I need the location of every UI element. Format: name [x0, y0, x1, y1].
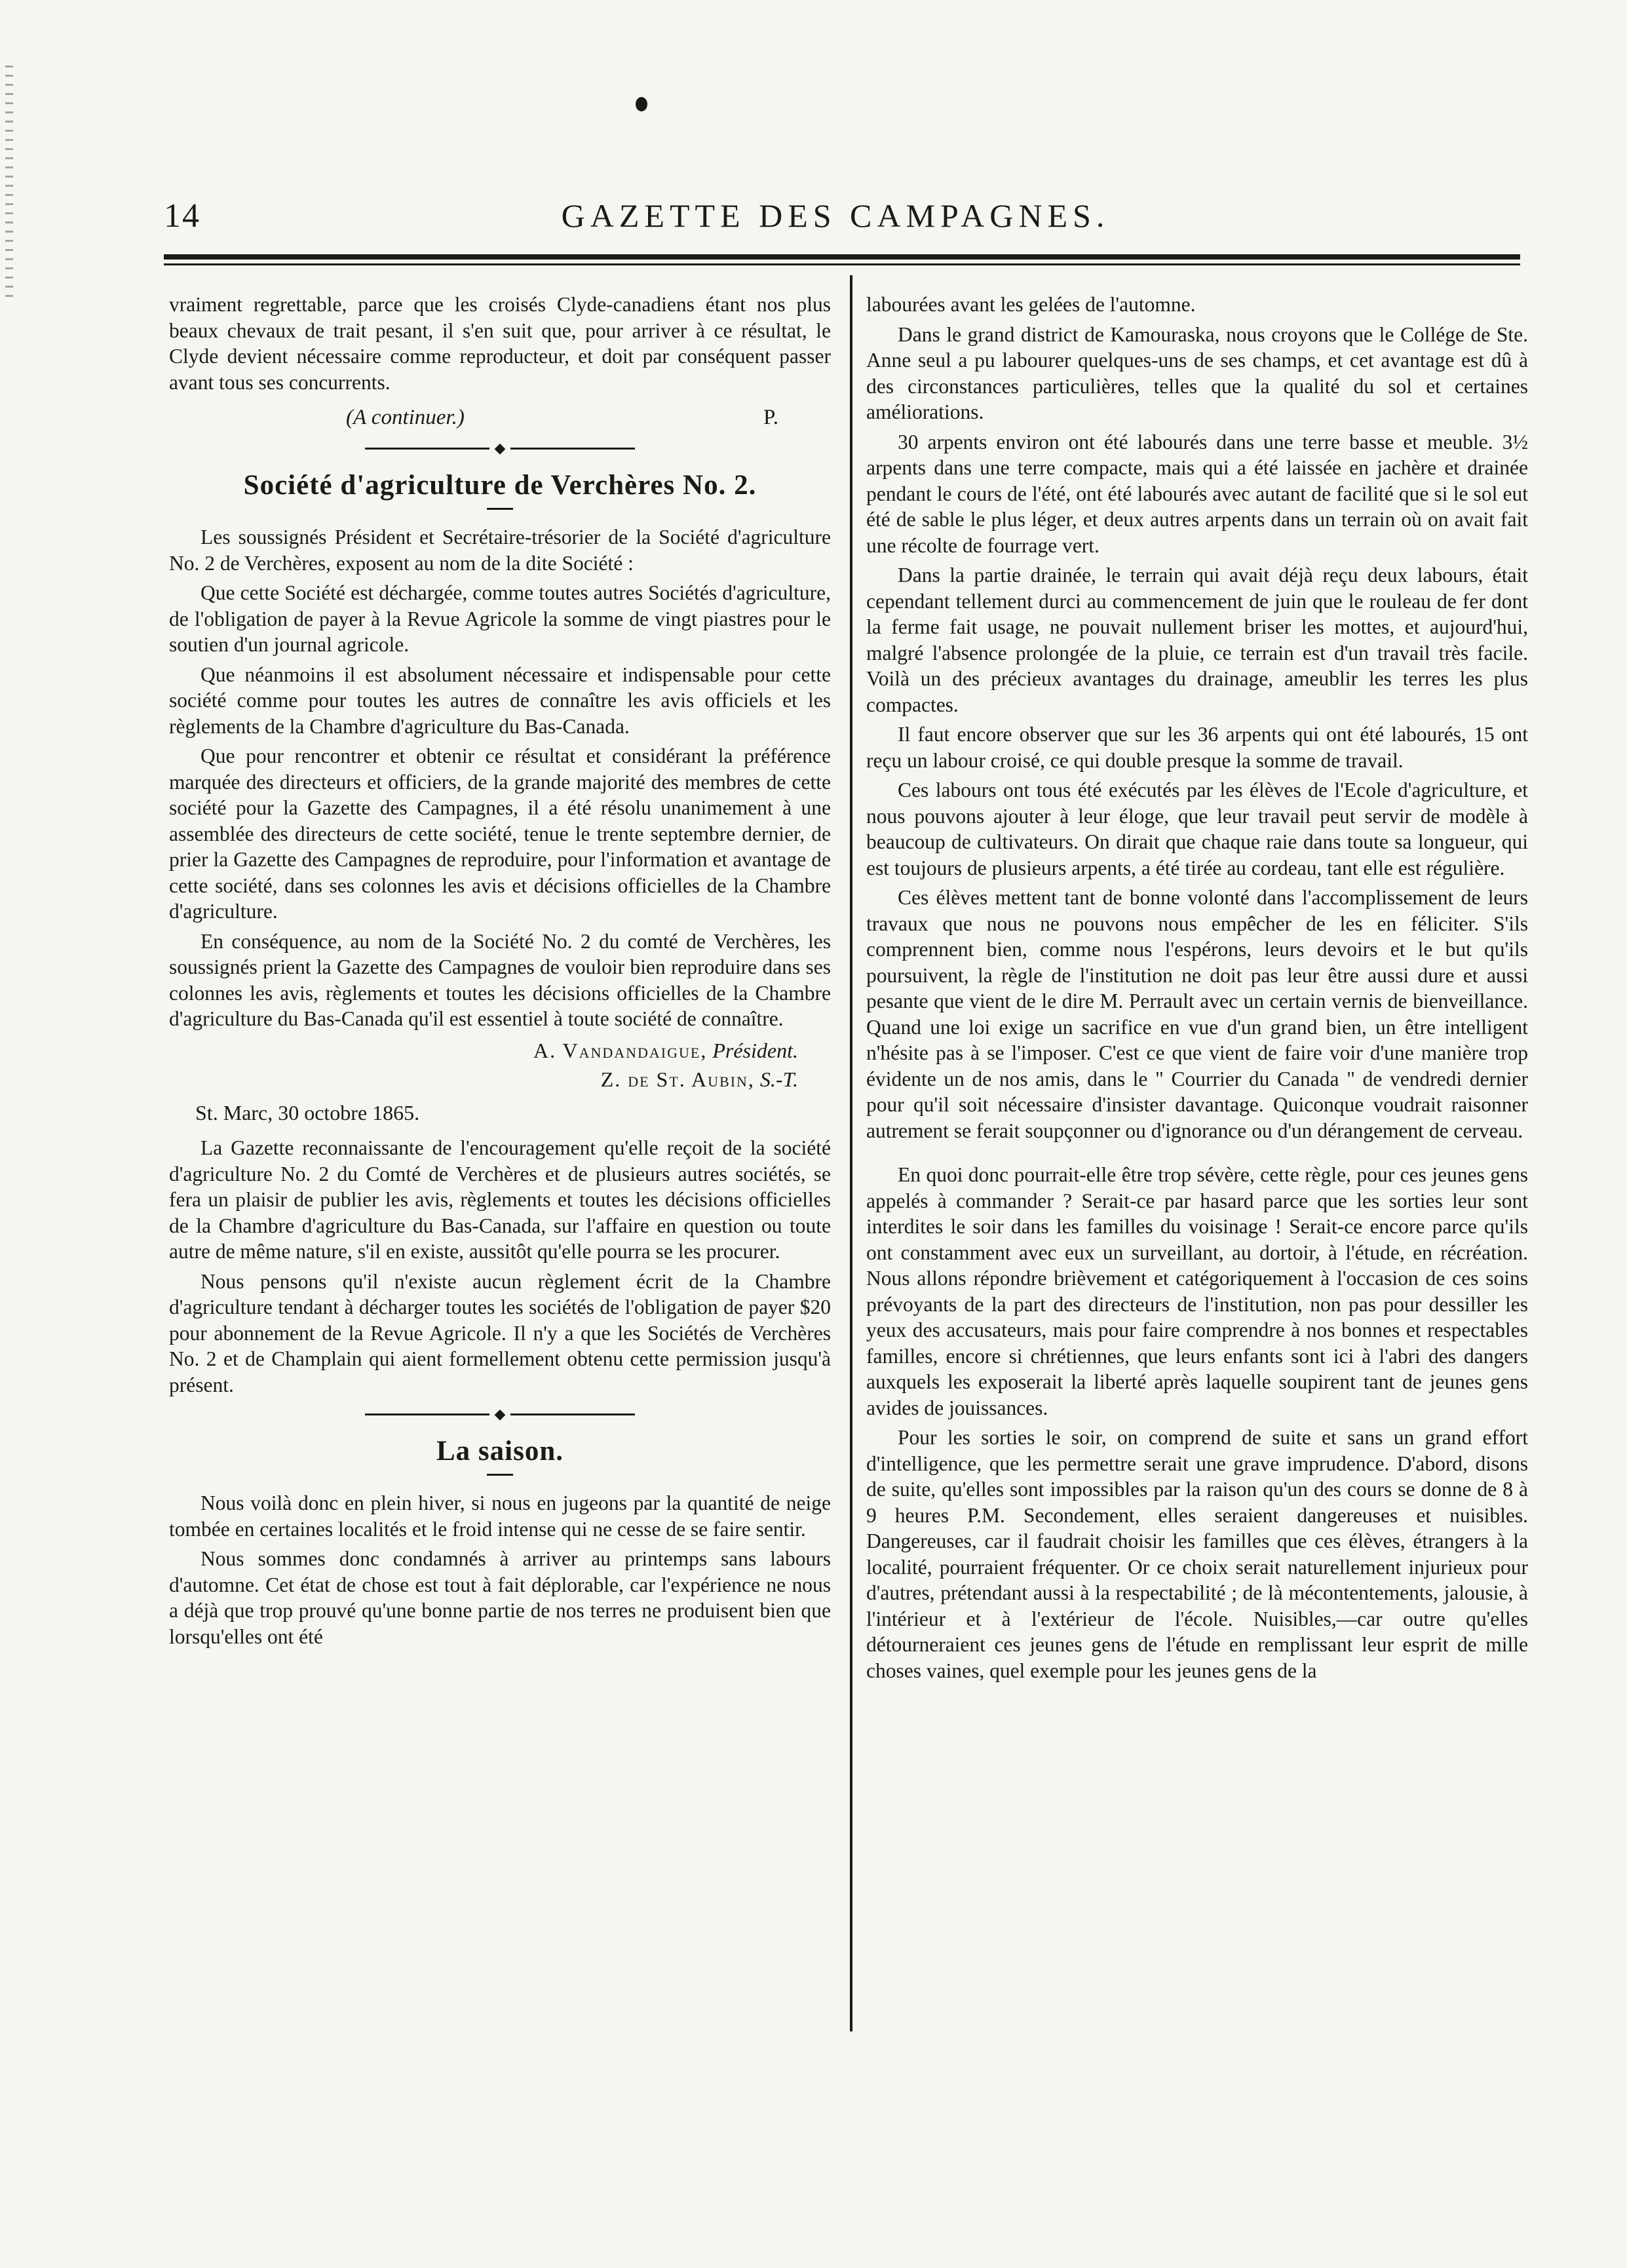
- paragraph: Que pour rencontrer et obtenir ce résultat et considérant la préférence marquée des directeurs et officiers, de la grande majorité des membres de cette société pour la Gazette des Campagnes, il a été résolu unanimement à une assemblée des directeurs de cette société, tenue le trente septembre dernier, de prier la Gazette des Campagnes de reproduire, pour l'information et avantage de cette société, dans ses colonnes les avis et décisions officielles de la Chambre d'agriculture.: [169, 744, 831, 923]
- paragraph: Les soussignés Président et Secrétaire-trésorier de la Société d'agriculture No. 2 de Verchères, exposent au nom de la dite Société :: [169, 526, 831, 575]
- paragraph: En quoi donc pourrait-elle être trop sévère, cette règle, pour ces jeunes gens appelés à commander ? Serait-ce par hasard parce que les sorties leur sont interdites le soir dans les familles du voisinage ! Serait-ce encore parce qu'ils ont constamment avec eux un surveillant, au dortoir, à l'étude, en récréation. Nous allons répondre brièvement et catégoriquement à l'occasion de ces soins prévoyants de la part des directeurs de l'institution, non pas pour dessiller les yeux des accusateurs, mais pour faire comprendre à nos bonnes et respectables familles, encore si chrétiennes, que leurs enfants sont ici à l'abri des dangers auxquels les exposerait la liberté après laquelle soupirent tant de jeunes gens avides de jouissances.: [866, 1163, 1528, 1419]
- ornament-divider: ◆: [169, 1407, 831, 1421]
- title-dash: [487, 508, 513, 510]
- binding-edge-marks: [5, 66, 13, 301]
- paragraph: Nous voilà donc en plein hiver, si nous en jugeons par la quantité de neige tombée en certaines localités et le froid intense qui ne cesse de se faire sentir.: [169, 1491, 831, 1541]
- ink-dot: [636, 97, 647, 111]
- page-number: 14: [164, 197, 201, 235]
- header-rule-thin: [164, 263, 1520, 265]
- president-name: A. Vandandaigue,: [533, 1038, 708, 1062]
- paragraph: Dans le grand district de Kamouraska, nous croyons que le Collége de Ste. Anne seul a pu labourer quelques-uns de ses champs, et cet avantage est dû à des circonstances particulières, telles que la qualité du sol et certaines améliorations.: [866, 322, 1528, 423]
- paragraph: Ces labours ont tous été exécutés par les élèves de l'Ecole d'agriculture, et nous pouvons ajouter à leur éloge, que leur travail peut servir de modèle à beaucoup de cultivateurs. On dirait que chaque raie dans toute sa longueur, qui est toujours de plusieurs arpents, a été tirée au cordeau, tant elle est régulière.: [866, 778, 1528, 879]
- secretary-role: S.-T.: [759, 1067, 798, 1091]
- paragraph: La Gazette reconnaissante de l'encouragement qu'elle reçoit de la société d'agriculture No. 2 du Comté de Verchères et de plusieurs autres sociétés, se fera un plaisir de publier les avis, règlements et toutes les décisions officielles de la Chambre d'agriculture du Bas-Canada, sur l'affaire en question ou toute autre de même nature, s'il en existe, aussitôt qu'elle pourra se les procurer.: [169, 1136, 831, 1263]
- paragraph: Que néanmoins il est absolument nécessaire et indispensable pour cette société comme pour toutes les autres de connaître les avis officiels et les règlements de la Chambre d'agriculture du Bas-Canada.: [169, 663, 831, 738]
- paragraph: 30 arpents environ ont été labourés dans une terre basse et meuble. 3½ arpents dans une terre compacte, mais qui a été laissée en jachère et drainée pendant le cours de l'été, ont été labourés avec autant de facilité que si le sol eut été de sable le plus léger, et deux autres arpents dans un terrain où on avait fait une récolte de fourrage vert.: [866, 430, 1528, 557]
- paragraph: Il faut encore observer que sur les 36 arpents qui ont été labourés, 15 ont reçu un labour croisé, ce qui double presque la somme de travail.: [866, 723, 1528, 772]
- paragraph: Que cette Société est déchargée, comme toutes autres Sociétés d'agriculture, de l'obligation de payer à la Revue Agricole la somme de vingt piastres pour le soutien d'un journal agricole.: [169, 581, 831, 656]
- paragraph: Ces élèves mettent tant de bonne volonté dans l'accomplissement de leurs travaux que nous ne pouvons nous empêcher de les en féliciter. S'ils comprennent bien, comme nous l'espérons, leurs devoirs et le but qu'ils poursuivent, la règle de l'institution ne doit pas leur être aussi dure et aussi pesante que vient de le dire M. Perrault avec un certain vernis de bienveillance. Quand une loi exige un sacrifice en vue d'un grand bien, un être intelligent n'hésite pas à se l'imposer. C'est ce que vient de faire voir d'une manière trop évidente un de nos amis, dans le " Courrier du Canada " de vendredi dernier pour qu'il soit nécessaire d'insister davantage. Quiconque voudrait raisonner autrement se ferait soupçonner ou d'ignorance ou d'un dérangement de cerveau.: [866, 886, 1528, 1142]
- section-title-societe: Société d'agriculture de Verchères No. 2.: [243, 470, 757, 501]
- left-column: [169, 292, 831, 1653]
- dateline: St. Marc, 30 octobre 1865.: [195, 1100, 420, 1124]
- section-title-saison: La saison.: [436, 1436, 564, 1467]
- ornament-divider: ◆: [169, 441, 831, 455]
- paragraph: Nous pensons qu'il n'existe aucun règlement écrit de la Chambre d'agriculture tendant à décharger toutes les sociétés de l'obligation de payer $20 pour abonnement de la Revue Agricole. Il n'y a que les Sociétés de Verchères No. 2 et de Champlain qui aient formellement obtenu cette permission jusqu'à présent.: [169, 1269, 831, 1396]
- to-be-continued: (A continuer.): [346, 406, 465, 429]
- column-divider: [850, 275, 852, 2031]
- continuation-line: [169, 399, 831, 432]
- page-header: [164, 197, 1507, 242]
- paragraph: En conséquence, au nom de la Société No. 2 du comté de Verchères, les soussignés prient la Gazette des Campagnes de vouloir bien reproduire dans ses colonnes les avis, règlements et toutes les décisions officielles de la Chambre d'agriculture du Bas-Canada qu'il est essentiel à toute société de connaître.: [169, 929, 831, 1030]
- signature-president: [169, 1036, 831, 1065]
- paragraph: Pour les sorties le soir, on comprend de suite et sans un grand effort d'intelligence, que les permettre serait une grave imprudence. D'abord, disons de suite, qu'elles sont impossibles par la raison qu'un des cours se donne de 8 à 9 heures P.M. Secondement, elles seraient dangereuses et nuisibles. Dangereuses, car il faudrait choisir les familles que ces élèves, étrangers à la localité, pourraient fréquenter. Or ce choix serait naturellement injurieux pour d'autres, prétendant aussi à la respectabilité ; de là mécontentements, jalousie, à l'intérieur et à l'extérieur de l'école. Nuisibles,—car outre qu'elles détourneraient ces jeunes gens de l'étude en remplissant leur esprit de mille choses vaines, quel exemple pour les jeunes gens de la: [866, 1426, 1528, 1682]
- signature-secretary: [169, 1065, 831, 1094]
- right-column: [866, 292, 1528, 1687]
- paragraph: vraiment regrettable, parce que les croisés Clyde-canadiens étant nos plus beaux chevaux de trait pesant, il s'en suit que, pour arriver à ce résultat, le Clyde devient nécessaire comme reproducteur, et doit par conséquent passer avant tous ses concurrents.: [169, 293, 831, 394]
- paragraph: Nous sommes donc condamnés à arriver au printemps sans labours d'automne. Cet état de chose est tout à fait déplorable, car l'expérience ne nous a déjà que trop prouvé qu'une bonne partie de nos terres ne produisent bien que lorsqu'elles ont été: [169, 1547, 831, 1648]
- running-title: GAZETTE DES CAMPAGNES.: [561, 197, 1110, 234]
- paragraph: labourées avant les gelées de l'automne.: [866, 293, 1196, 316]
- paragraph: Dans la partie drainée, le terrain qui avait déjà reçu deux labours, était cependant tellement durci au commencement de juin que le rouleau de fer dont la ferme fait usage, ne pouvait nullement briser les mottes, et aujourd'hui, malgré l'absence prolongée de la pluie, ce terrain est d'un travail très facile. Voilà un des précieux avantages du drainage, ameublir les terres les plus compactes.: [866, 564, 1528, 716]
- author-initial: P.: [763, 406, 778, 429]
- secretary-name: Z. de St. Aubin,: [600, 1067, 755, 1091]
- header-rule-thick: [164, 254, 1520, 259]
- title-dash: [487, 1474, 513, 1476]
- president-role: Président.: [712, 1038, 798, 1062]
